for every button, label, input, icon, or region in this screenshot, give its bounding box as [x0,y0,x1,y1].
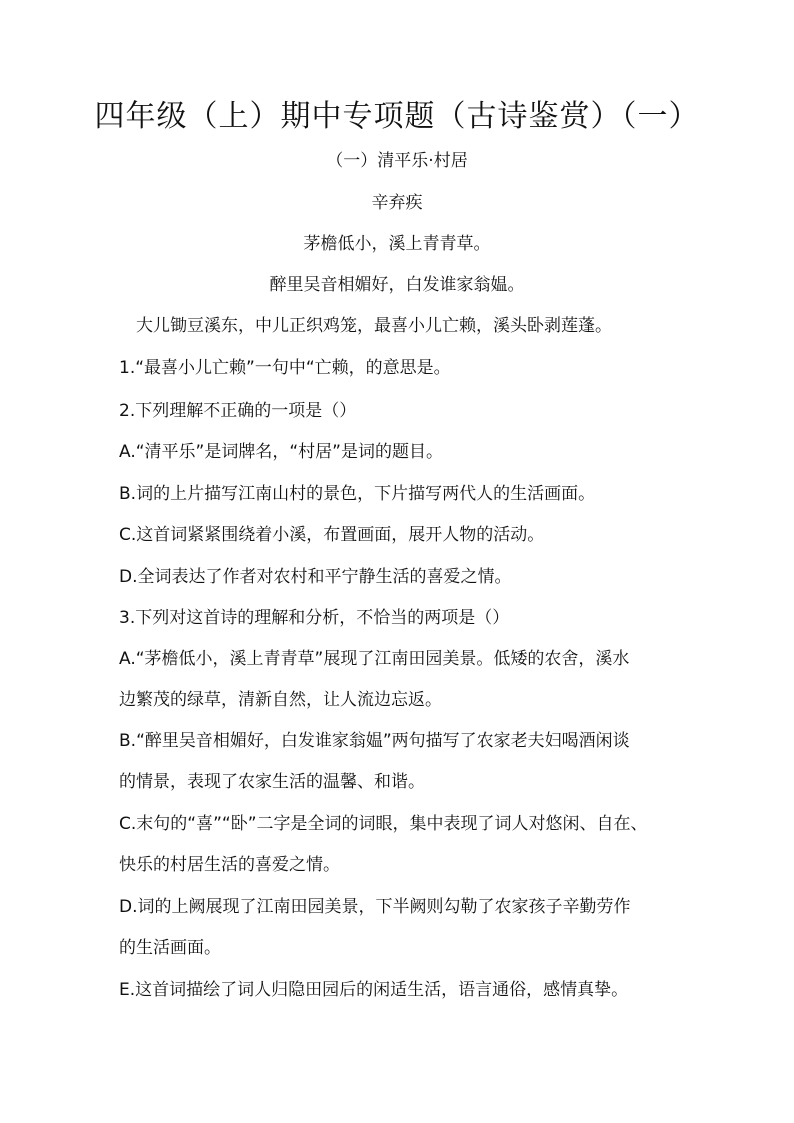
poem-author: 辛弃疾 [371,193,423,213]
question-3-option-d-line-2: 的生活画面。 [119,938,221,958]
poem-heading: （一）清平乐·村居 [326,151,468,171]
question-3-option-e: E.这首词描绘了词人归隐田园后的闲适生活，语言通俗，感情真挚。 [119,980,629,1000]
question-2-option-d: D.全词表达了作者对农村和平宁静生活的喜爱之情。 [119,567,512,587]
question-3-option-d-line-1: D.词的上阙展现了江南田园美景，下半阙则勾勒了农家孩子辛勤劳作 [119,897,631,917]
question-3-option-a-line-2: 边繁茂的绿草，清新自然，让人流边忘返。 [119,690,442,710]
question-3-option-b-line-2: 的情景，表现了农家生活的温馨、和谐。 [119,772,425,792]
question-2-option-a: A.“清平乐”是词牌名，“村居”是词的题目。 [119,442,443,462]
question-3-option-c-line-2: 快乐的村居生活的喜爱之情。 [119,855,340,875]
question-2: 2.下列理解不正确的一项是（） [119,401,357,421]
poem-line-3: 大儿锄豆溪东，中儿正织鸡笼，最喜小儿亡赖，溪头卧剥莲蓬。 [136,316,612,336]
question-1: 1.“最喜小儿亡赖”一句中“亡赖，的意思是。 [119,358,451,378]
question-2-option-c: C.这首词紧紧围绕着小溪，布置画面，展开人物的活动。 [119,525,545,545]
question-3-option-b-line-1: B.“醉里吴音相媚好，白发谁家翁媪”两句描写了农家老夫妇喝酒闲谈 [119,731,630,751]
question-3-option-a-line-1: A.“茅檐低小，溪上青青草”展现了江南田园美景。低矮的农舍，溪水 [119,649,630,669]
poem-line-1: 茅檐低小，溪上青青草。 [303,234,491,254]
page-title: 四年级（上）期中专项题（古诗鉴赏）（一） [94,99,700,134]
question-2-option-b: B.词的上片描写江南山村的景色，下片描写两代人的生活画面。 [119,484,596,504]
question-3: 3.下列对这首诗的理解和分析，不恰当的两项是（） [119,608,510,628]
poem-line-2: 醉里吴音相媚好，白发谁家翁媪。 [269,275,525,295]
question-3-option-c-line-1: C.末句的“喜”“卧”二字是全词的词眼，集中表现了词人对悠闲、自在、 [119,814,648,834]
